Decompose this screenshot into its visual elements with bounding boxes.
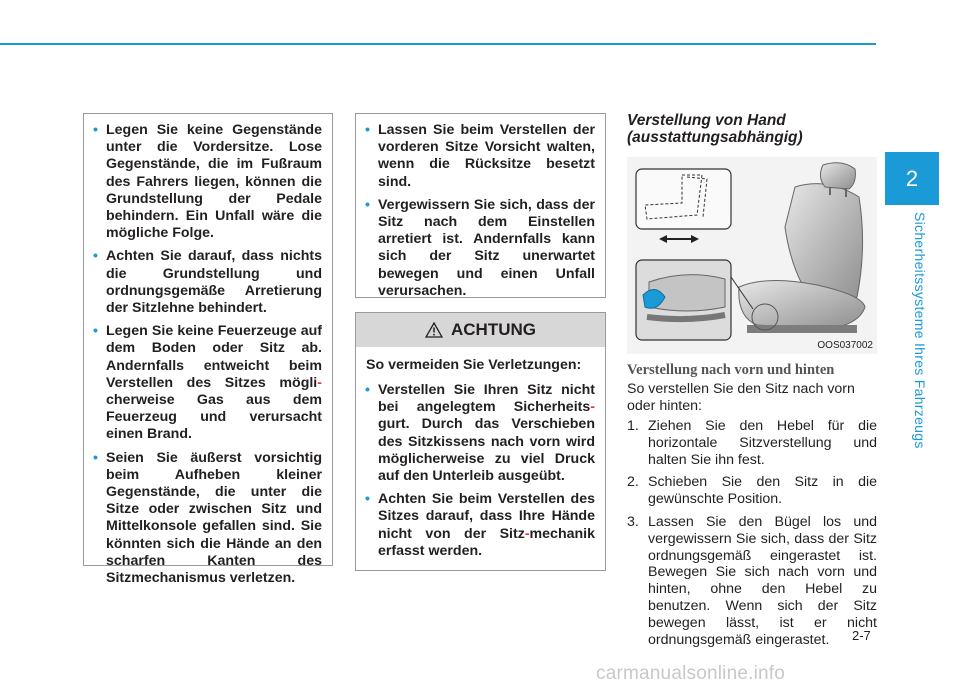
intro-text: So verstellen Sie den Sitz nach vorn oder hinten: [627, 381, 855, 414]
warning-triangle-icon [425, 322, 443, 338]
warning-box-left [83, 113, 333, 587]
caution-box [355, 312, 606, 571]
list-item: • Verstellen Sie Ihren Sitz nicht bei angelegtem Sicherheits-gurt. Durch das Verschieben des Sitzkissens nach vorn wird möglicherweise zu viel Druck auf den Unterleib ausgeübt. [366, 382, 595, 485]
list-item: • Achten Sie darauf, dass nichts die Grundstellung und ordnungsgemäße Arretierung der Sitzlehne behindert. [94, 248, 322, 317]
seat-illustration [627, 157, 877, 354]
list-item: • Lassen Sie beim Verstellen der vorderen Sitze Vorsicht walten, wenn die Rücksitze besetzt sind. [366, 122, 595, 191]
header-rule [0, 43, 876, 45]
caution-list [356, 378, 605, 560]
caution-title: ACHTUNG [451, 320, 536, 339]
subheading: Verstellung nach vorn und hinten [627, 362, 835, 378]
list-item: • Vergewissern Sie sich, dass der Sitz nach dem Einstellen arretiert ist. Andernfalls kann sich der Sitz unerwartet bewegen und einen Unfall verursachen. [366, 197, 595, 300]
figure-code: OOS037002 [817, 340, 873, 351]
list-item: 2. Schieben Sie den Sitz in die gewünschte Position. [627, 474, 877, 508]
list-item: • Achten Sie beim Verstellen des Sitzes darauf, dass Ihre Hände nicht von der Sitz-mechanik erfasst werden. [366, 491, 595, 560]
list-item: 1. Ziehen Sie den Hebel für die horizontale Sitzverstellung und halten Sie ihn fest. [627, 418, 877, 468]
page-number: 2-7 [852, 628, 871, 643]
caution-lead: So vermeiden Sie Verletzungen: [366, 357, 582, 373]
warning-list-left [84, 114, 332, 587]
list-item: • Legen Sie keine Gegenstände unter die Vordersitze. Lose Gegenstände, die im Fußraum des Fahrers liegen, können die Grundstellung der Pedale behindern. Ein Unfall wäre die mögliche Folge. [94, 122, 322, 242]
chapter-number-tab[interactable]: 2 [885, 152, 939, 205]
list-item: 3. Lassen Sie den Bügel los und vergewissern Sie sich, dass der Sitz ordnungsgemäß eingerastet ist. Bewegen Sie sich nach vorn und hinten, ohne den Hebel zu benutzen. Wenn sich der Sitz bewegen lässt, ist er nicht ordnungsgemäß eingerastet. [627, 513, 877, 648]
section-title: Verstellung von Hand (ausstattungsabhängig) [627, 112, 803, 146]
watermark: carmanualsonline.info [596, 663, 786, 684]
seat-adjustment-figure [627, 157, 877, 354]
list-item: • Legen Sie keine Feuerzeuge auf dem Boden oder Sitz ab. Andernfalls entweicht beim Verstellen des Sitzes mögli-cherweise Gas aus dem Feuerzeug und verursacht einen Brand. [94, 323, 322, 443]
steps-list [627, 418, 877, 654]
warning-list-middle [356, 114, 605, 300]
warning-box-middle [355, 113, 606, 298]
caution-header [356, 313, 605, 347]
list-item: • Seien Sie äußerst vorsichtig beim Aufheben kleiner Gegenstände, die unter die Sitze oder zwischen Sitz und Mittelkonsole gefallen sind. Sie könnten sich die Hände an den scharfen Kanten des Sitzmechanismus verletzen. [94, 450, 322, 588]
chapter-label: Sicherheitssysteme Ihres Fahrzeugs [912, 212, 928, 449]
